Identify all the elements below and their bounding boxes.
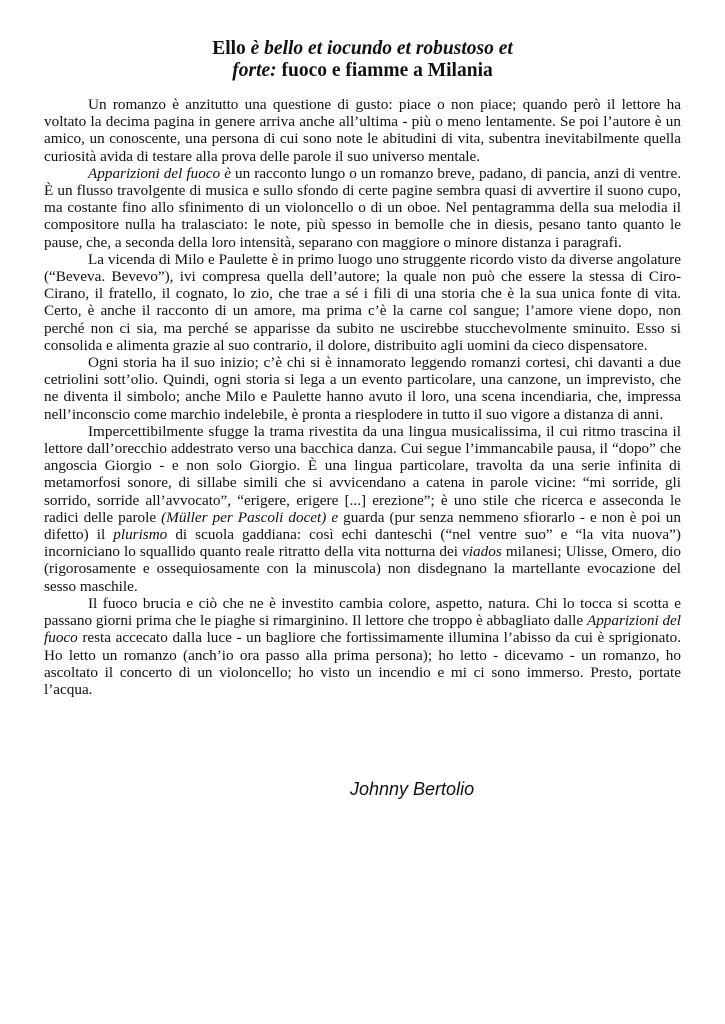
title-line-1: Ello è bello et iocundo et robustoso et xyxy=(212,38,513,59)
paragraph-2: Apparizioni del fuoco è un racconto lungo o un romanzo breve, padano, di pancia, anzi di ventre. È un flusso travolgente di musica e sullo sfondo di certe pagine sembra quasi di avvertire il suono cupo, ma costante fino allo sfinimento di un violoncello o di un oboe. Nel pentagramma della sua melodia il compositore nulla ha tralasciato: le note, più spesso in bemolle che in diesis, pesano tanto quanto le pause, che, a seconda della loro intensità, separano con maggiore o minore distanza i paragrafi. xyxy=(44,164,682,251)
article-title xyxy=(44,38,681,82)
author-signature: Johnny Bertolio xyxy=(350,779,475,799)
article-body xyxy=(44,96,681,698)
paragraph-1: Un romanzo è anzitutto una questione di gusto: piace o non piace; quando però il lettore ha voltato la decima pagina in genere arriva anche all’ultima - più o meno lentamente. Se poi l’autore è un amico, un conoscente, una persona di cui sono note le abitudini di vita, subentra inevitabilmente quella curiosità avida di testare alla prova delle parole il suo universo mentale. xyxy=(44,96,681,165)
title-line-2: forte: fuoco e fiamme a Milania xyxy=(232,60,493,81)
paragraph-6: Il fuoco brucia e ciò che ne è investito cambia colore, aspetto, natura. Chi lo tocca si scotta e passano giorni prima che le piaghe si rimarginino. Il lettore che troppo è abbagliato dalle Apparizioni del fuoco resta accecato dalla luce - un bagliore che fortissimamente illumina l’abisso da cui è sprigionato. Ho letto un romanzo (anch’io ora passo alla prima persona); ho letto - dicevamo - un romanzo, ho ascoltato il concerto di un violoncello; ho visto un incendio e mi ci sono immerso. Presto, portate l’acqua. xyxy=(44,594,682,698)
paragraph-5: Impercettibilmente sfugge la trama rivestita da una lingua musicalissima, il cui ritmo trascina il lettore dall’orecchio addestrato verso una bacchica danza. Cui segue l’immancabile pausa, il “dopo” che angoscia Giorgio - e non solo Giorgio. È una lingua particolare, travolta da una serie infinita di metamorfosi sonore, di sillabe simili che si avvicendano a catena in parole vicine: “mi sorride, gli sorrido, sorride all’avvocato”, “erigere, erigere [...] erezione”; è uno stile che ricerca e asseconda le radici delle parole (Müller per Pascoli docet) e guarda (pur senza nemmeno sfiorarlo - e non è poi un difetto) il plurismo di scuola gaddiana: così echi danteschi (“nel ventre suo” e “la vita nuova”) incorniciano lo squallido quanto reale ritratto della vita notturna dei viados milanesi; Ulisse, Omero, dio (rigorosamente e ossequiosamente con la minuscola) non disdegnano la martellante evocazione del sesso maschile. xyxy=(44,422,681,595)
article xyxy=(44,38,681,698)
paragraph-3: La vicenda di Milo e Paulette è in primo luogo uno struggente ricordo visto da diverse angolature (“Beveva. Bevevo”), ivi compresa quella dell’autore; la quale non può che essere la stessa di Ciro-Cirano, il fratello, il cognato, lo zio, che trae a sé i fili di una storia che è la sua unica fonte di vita. Certo, è anche il racconto di un amore, ma prima c’è la carne col sangue; l’amore viene dopo, non perché non ci sia, ma perché se apparisse da subito ne uscirebbe stucchevolmente sminuito. Esso si consolida e alimenta grazie al suo contrario, il dolore, distribuito agli uomini da cieco dispensatore. xyxy=(44,250,681,354)
paragraph-4: Ogni storia ha il suo inizio; c’è chi si è innamorato leggendo romanzi cortesi, chi davanti a due cetriolini sott’olio. Quindi, ogni storia si lega a un evento particolare, una canzone, un imprevisto, che ne diventa il simbolo; anche Milo e Paulette hanno avuto il loro, una scena incendiaria, che, impressa nell’inconscio come marchio indelebile, è pronta a riesplodere in tutto il suo vigore a distanza di anni. xyxy=(44,354,681,423)
